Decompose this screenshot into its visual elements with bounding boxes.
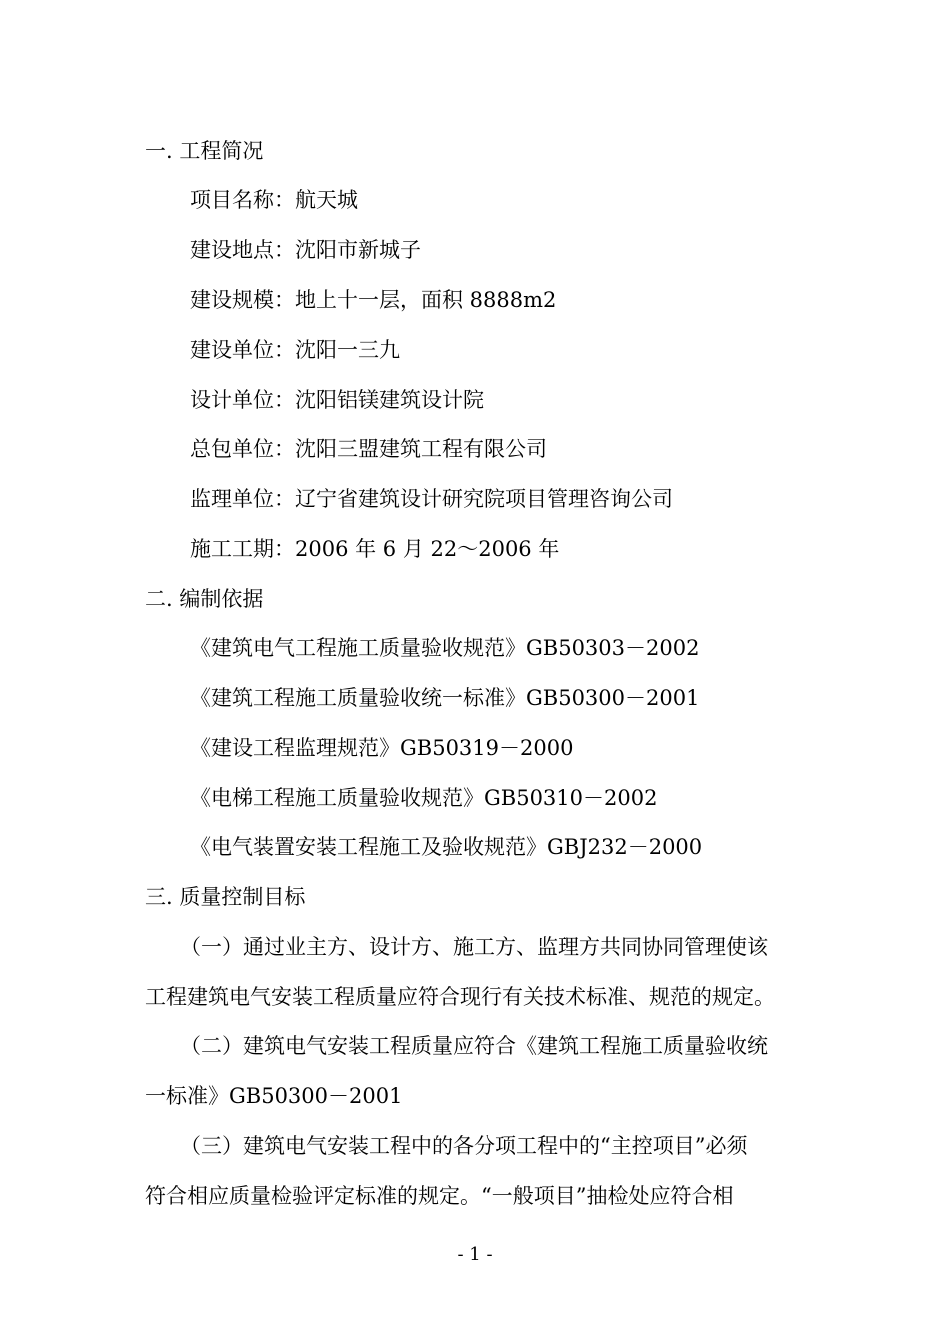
- reference-line: 《建设工程监理规范》GB50319－2000: [190, 736, 574, 760]
- paragraph-1-line-2: 工程建筑电气安装工程质量应符合现行有关技术标准、规范的规定。: [145, 985, 775, 1009]
- project-name-line: 项目名称：航天城: [190, 188, 358, 212]
- paragraph-3-line-2: 符合相应质量检验评定标准的规定。“一般项目”抽检处应符合相: [145, 1184, 734, 1208]
- contractor-line: 总包单位：沈阳三盟建筑工程有限公司: [190, 437, 547, 461]
- section-heading-3: 三. 质量控制目标: [145, 885, 306, 909]
- reference-line: 《建筑电气工程施工质量验收规范》GB50303－2002: [190, 636, 700, 660]
- paragraph-2-line-2: 一标准》GB50300－2001: [145, 1084, 403, 1108]
- section-heading-1: 一. 工程简况: [145, 139, 264, 163]
- reference-line: 《建筑工程施工质量验收统一标准》GB50300－2001: [190, 686, 700, 710]
- section-heading-2: 二. 编制依据: [145, 587, 264, 611]
- reference-line: 《电梯工程施工质量验收规范》GB50310－2002: [190, 786, 658, 810]
- page-number: - 1 -: [457, 1244, 493, 1265]
- owner-line: 建设单位：沈阳一三九: [190, 338, 400, 362]
- paragraph-1-line-1: （一）通过业主方、设计方、施工方、监理方共同协同管理使该: [180, 935, 768, 959]
- designer-line: 设计单位：沈阳铝镁建筑设计院: [190, 388, 484, 412]
- supervisor-line: 监理单位：辽宁省建筑设计研究院项目管理咨询公司: [190, 487, 673, 511]
- paragraph-3-line-1: （三）建筑电气安装工程中的各分项工程中的“主控项目”必须: [180, 1134, 748, 1158]
- paragraph-2-line-1: （二）建筑电气安装工程质量应符合《建筑工程施工质量验收统: [180, 1034, 768, 1058]
- location-line: 建设地点：沈阳市新城子: [190, 238, 421, 262]
- schedule-line: 施工工期：2006 年 6 月 22～2006 年: [190, 537, 560, 561]
- scale-line: 建设规模：地上十一层，面积 8888m2: [190, 288, 557, 312]
- reference-line: 《电气装置安装工程施工及验收规范》GBJ232－2000: [190, 835, 703, 859]
